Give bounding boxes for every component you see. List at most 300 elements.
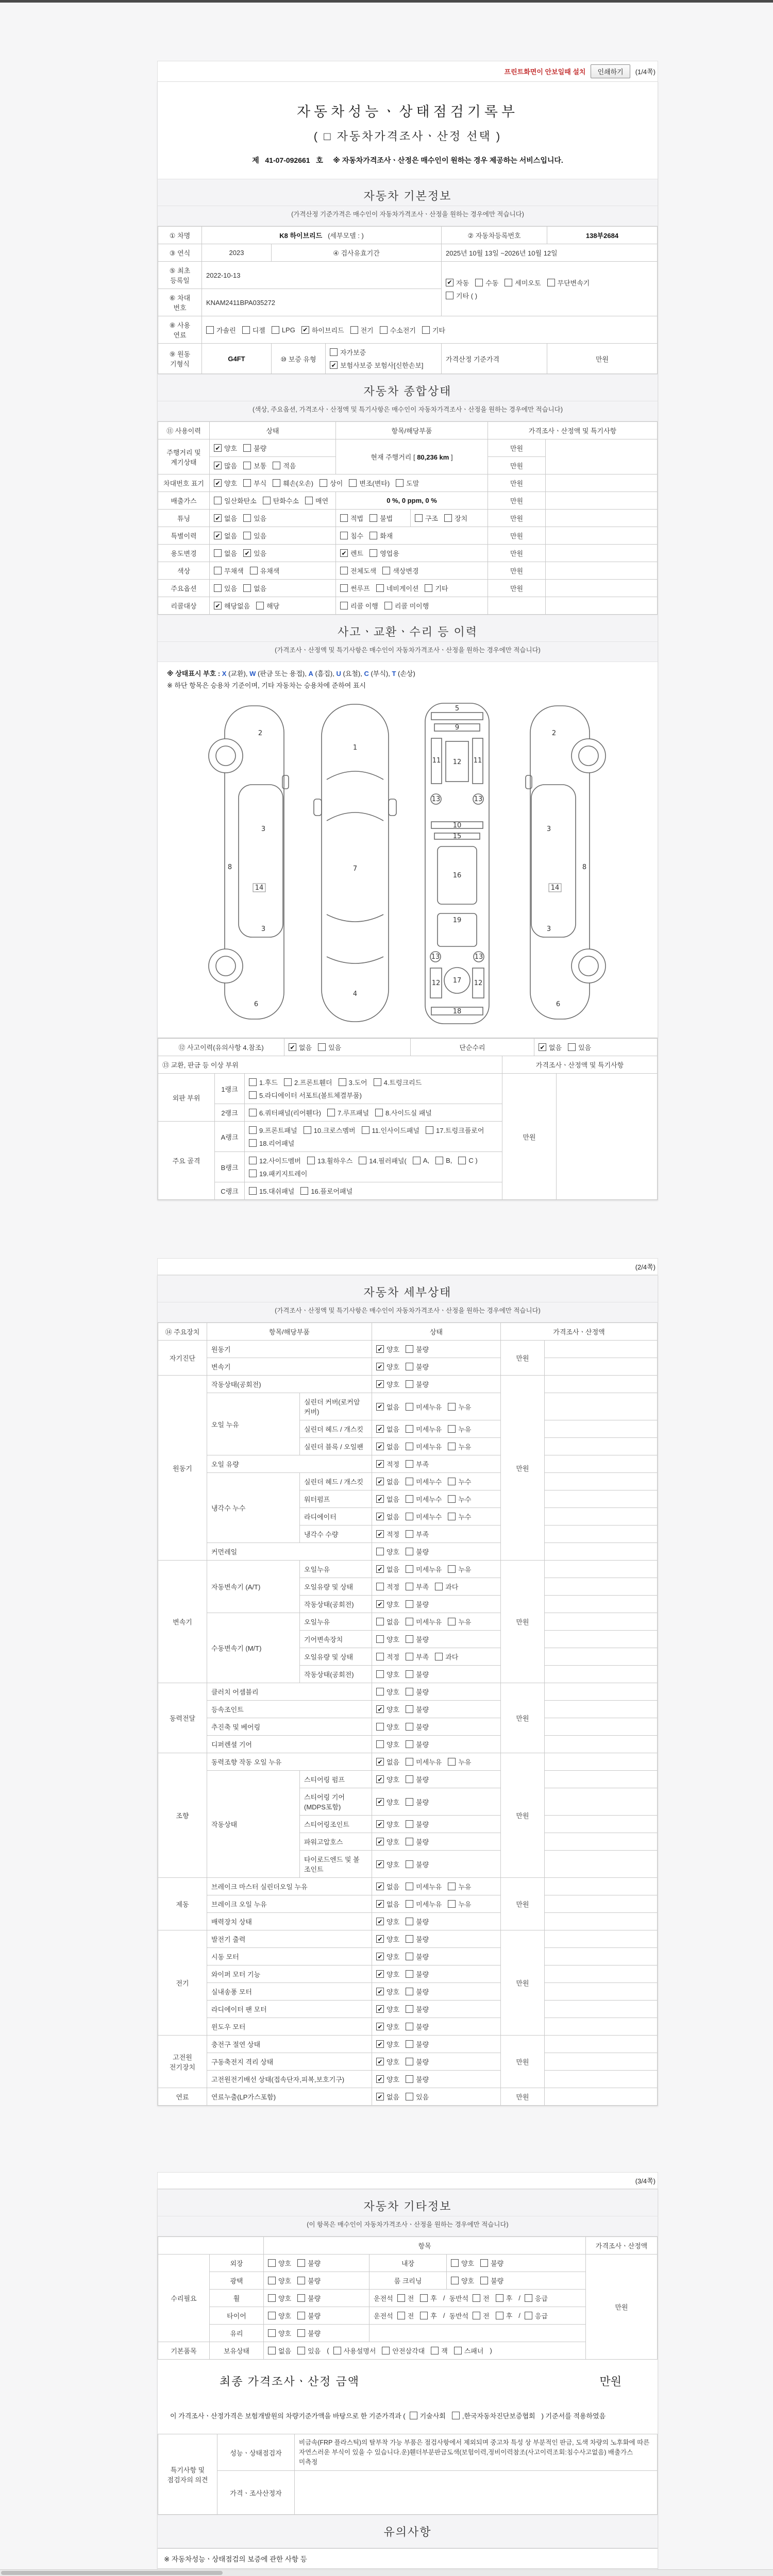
checkbox-icon[interactable] [243, 444, 251, 452]
checkbox-가솔린[interactable]: 가솔린 [206, 325, 236, 335]
checkbox-icon[interactable] [249, 1157, 257, 1164]
checkbox-icon[interactable] [376, 1600, 384, 1608]
checkbox-전체도색[interactable]: 전체도색 [340, 566, 376, 575]
checkbox-icon[interactable] [406, 1838, 413, 1845]
checkbox-미세누유[interactable]: 미세누유 [406, 1402, 442, 1412]
checkbox-11.인사이드패널[interactable]: 11.인사이드패널 [362, 1125, 419, 1135]
checkbox-리콜 이행[interactable]: 리콜 이행 [340, 601, 378, 611]
checkbox-불량[interactable]: 불량 [406, 1704, 429, 1714]
checkbox-전[interactable]: 전 [473, 2311, 490, 2320]
checkbox-적정[interactable]: ✔ 적정 [376, 1459, 399, 1469]
checkbox-icon[interactable] [406, 2023, 413, 2030]
checkbox-icon[interactable] [406, 1688, 413, 1696]
checkbox-5.라디에이터 서포트(볼트체결부품)[interactable]: 5.라디에이터 서포트(볼트체결부품) [249, 1090, 362, 1100]
checkbox-보험사보증 보험사[신한손보][interactable]: ✔ 보험사보증 보험사[신한손보] [330, 360, 424, 370]
checkbox-불량[interactable]: 불량 [480, 2276, 503, 2285]
checkbox-icon[interactable] [480, 2259, 488, 2267]
checkbox-icon[interactable] [376, 1380, 384, 1388]
checkbox-누유[interactable]: 누유 [448, 1402, 471, 1412]
checkbox-icon[interactable] [214, 479, 222, 487]
checkbox-icon[interactable] [376, 1635, 384, 1643]
checkbox-icon[interactable] [340, 549, 348, 557]
checkbox-icon[interactable] [415, 514, 423, 522]
checkbox-icon[interactable] [376, 1740, 384, 1748]
checkbox-불량[interactable]: 불량 [406, 1917, 429, 1926]
checkbox-누유[interactable]: 누유 [448, 1899, 471, 1909]
checkbox-icon[interactable] [406, 1495, 413, 1503]
checkbox-icon[interactable] [376, 1820, 384, 1828]
checkbox-2.프론트휀더[interactable]: 2.프론트휀더 [284, 1077, 332, 1087]
checkbox-icon[interactable] [376, 1798, 384, 1806]
checkbox-icon[interactable] [376, 1883, 384, 1890]
checkbox-LPG[interactable]: LPG [272, 326, 295, 334]
checkbox-양호[interactable]: ✔ 양호 [376, 1859, 399, 1869]
checkbox-icon[interactable] [444, 514, 452, 522]
checkbox-icon[interactable] [340, 602, 348, 609]
checkbox-icon[interactable] [263, 497, 271, 504]
checkbox-icon[interactable] [376, 1953, 384, 1960]
checkbox-양호[interactable]: ✔ 양호 [376, 1917, 399, 1926]
checkbox-17.트렁크플로어[interactable]: 17.트렁크플로어 [426, 1125, 484, 1135]
checkbox-icon[interactable] [396, 479, 404, 487]
checkbox-icon[interactable] [376, 1988, 384, 1995]
checkbox-불량[interactable]: 불량 [406, 2057, 429, 2066]
checkbox-있음[interactable]: 있음 [214, 583, 237, 593]
checkbox-리콜 미이행[interactable]: 리콜 미이행 [384, 601, 429, 611]
checkbox-icon[interactable] [307, 1157, 315, 1164]
checkbox-icon[interactable] [406, 1618, 413, 1625]
checkbox-icon[interactable] [406, 1345, 413, 1353]
checkbox-양호[interactable]: 양호 [268, 2276, 291, 2285]
checkbox-1.후드[interactable]: 1.후드 [249, 1077, 278, 1087]
checkbox-icon[interactable] [273, 462, 280, 469]
checkbox-있음[interactable]: 있음 [243, 531, 266, 540]
checkbox-불량[interactable]: 불량 [297, 2311, 321, 2320]
checkbox-icon[interactable] [268, 2259, 276, 2267]
checkbox-icon[interactable] [406, 2075, 413, 2083]
checkbox-양호[interactable]: ✔ 양호 [376, 1344, 399, 1354]
checkbox-전[interactable]: 전 [473, 2293, 490, 2303]
checkbox-양호[interactable]: ✔ 양호 [376, 1797, 399, 1807]
checkbox-icon[interactable] [406, 1723, 413, 1731]
checkbox-없음[interactable]: ✔ 없음 [376, 1882, 399, 1891]
checkbox-해당없음[interactable]: ✔ 해당없음 [214, 601, 250, 611]
checkbox-양호[interactable]: ✔ 양호 [214, 478, 237, 488]
checkbox-기타 ( )[interactable]: 기타 ( ) [446, 291, 477, 300]
checkbox-없음[interactable]: ✔ 없음 [376, 1402, 399, 1412]
checkbox-icon[interactable] [446, 279, 453, 286]
checkbox-icon[interactable] [376, 2023, 384, 2030]
checkbox-icon[interactable] [320, 479, 327, 487]
checkbox-불량[interactable]: 불량 [243, 443, 266, 453]
checkbox-불량[interactable]: 불량 [406, 1722, 429, 1732]
checkbox-미세누유[interactable]: 미세누유 [406, 1564, 442, 1574]
checkbox-불량[interactable]: 불량 [406, 1952, 429, 1961]
checkbox-무채색[interactable]: 무채색 [214, 566, 244, 575]
checkbox-스패너[interactable]: 스패너 [454, 2346, 484, 2355]
checkbox-양호[interactable]: 양호 [376, 1669, 399, 1679]
checkbox-불량[interactable]: 불량 [406, 2022, 429, 2031]
checkbox-누유[interactable]: 누유 [448, 1617, 471, 1626]
checkbox-불량[interactable]: 불량 [406, 1599, 429, 1609]
checkbox-icon[interactable] [435, 1157, 443, 1164]
checkbox-많음[interactable]: ✔ 많음 [214, 461, 237, 470]
checkbox-없음[interactable]: 없음 [268, 2346, 291, 2355]
checkbox-icon[interactable] [376, 1345, 384, 1353]
checkbox-icon[interactable] [505, 279, 512, 286]
checkbox-네비게이션[interactable]: 네비게이션 [376, 583, 419, 593]
checkbox-icon[interactable] [376, 1723, 384, 1731]
checkbox-없음[interactable]: 없음 [376, 1617, 399, 1626]
checkbox-icon[interactable] [376, 1618, 384, 1625]
checkbox-없음[interactable]: ✔ 없음 [376, 1564, 399, 1574]
checkbox-수동[interactable]: 수동 [475, 278, 498, 287]
checkbox-장치[interactable]: 장치 [444, 513, 467, 523]
checkbox-미세누유[interactable]: 미세누유 [406, 1424, 442, 1434]
checkbox-후[interactable]: 후 [496, 2311, 513, 2320]
checkbox-C )[interactable]: C ) [458, 1157, 477, 1164]
checkbox-불량[interactable]: 불량 [406, 1987, 429, 1996]
checkbox-icon[interactable] [448, 1495, 456, 1503]
checkbox-icon[interactable] [305, 497, 313, 504]
checkbox-전[interactable]: 전 [397, 2293, 414, 2303]
checkbox-icon[interactable] [330, 348, 338, 356]
checkbox-자가보증[interactable]: 자가보증 [330, 347, 366, 357]
checkbox-icon[interactable] [496, 2294, 503, 2302]
checkbox-적정[interactable]: 적정 [376, 1582, 399, 1591]
checkbox-icon[interactable] [297, 2312, 305, 2319]
checkbox-icon[interactable] [214, 602, 222, 609]
checkbox-icon[interactable] [406, 1740, 413, 1748]
checkbox-불량[interactable]: 불량 [406, 1739, 429, 1749]
checkbox-기타[interactable]: 기타 [425, 583, 448, 593]
checkbox-불법[interactable]: 불법 [369, 513, 393, 523]
checkbox-양호[interactable]: ✔ 양호 [376, 2022, 399, 2031]
checkbox-icon[interactable] [425, 584, 432, 592]
checkbox-icon[interactable] [376, 1838, 384, 1845]
checkbox-icon[interactable] [406, 1460, 413, 1468]
checkbox-icon[interactable] [243, 514, 251, 522]
checkbox-누유[interactable]: 누유 [448, 1442, 471, 1451]
checkbox-14.필러패널([interactable]: 14.필러패널( [359, 1156, 407, 1165]
horizontal-scrollbar[interactable] [0, 2569, 773, 2576]
checkbox-icon[interactable] [406, 1918, 413, 1925]
checkbox-icon[interactable] [568, 1043, 576, 1051]
checkbox-icon[interactable] [327, 1109, 335, 1116]
checkbox-icon[interactable] [249, 1139, 257, 1147]
checkbox-icon[interactable] [249, 1109, 257, 1116]
checkbox-양호[interactable]: 양호 [268, 2311, 291, 2320]
checkbox-icon[interactable] [249, 1091, 257, 1099]
checkbox-icon[interactable] [406, 2040, 413, 2048]
checkbox-icon[interactable] [369, 549, 377, 557]
checkbox-icon[interactable] [362, 1126, 369, 1134]
checkbox-누수[interactable]: 누수 [448, 1494, 471, 1504]
checkbox-양호[interactable]: ✔ 양호 [376, 1934, 399, 1944]
checkbox-icon[interactable] [406, 1403, 413, 1411]
checkbox-icon[interactable] [304, 1126, 311, 1134]
checkbox-icon[interactable] [480, 2277, 488, 2284]
checkbox-icon[interactable] [340, 514, 348, 522]
checkbox-세미오토[interactable]: 세미오토 [505, 278, 541, 287]
checkbox-없음[interactable]: ✔ 없음 [376, 1477, 399, 1486]
checkbox-영업용[interactable]: 영업용 [369, 548, 399, 558]
checkbox-icon[interactable] [458, 1157, 466, 1164]
checkbox-icon[interactable] [397, 2294, 405, 2302]
checkbox-응급[interactable]: 응급 [525, 2311, 548, 2320]
checkbox-icon[interactable] [376, 1705, 384, 1713]
checkbox-icon[interactable] [301, 326, 309, 334]
checkbox-수소전기[interactable]: 수소전기 [380, 325, 416, 335]
checkbox-icon[interactable] [397, 2312, 405, 2319]
checkbox-icon[interactable] [406, 2093, 413, 2100]
checkbox-icon[interactable] [250, 567, 258, 574]
checkbox-icon[interactable] [406, 1988, 413, 1995]
checkbox-불량[interactable]: 불량 [406, 1934, 429, 1944]
checkbox-불량[interactable]: 불량 [406, 2039, 429, 2049]
checkbox-4.트렁크리드[interactable]: 4.트렁크리드 [374, 1077, 422, 1087]
checkbox-icon[interactable] [382, 2347, 390, 2354]
checkbox-icon[interactable] [376, 1425, 384, 1433]
checkbox-후[interactable]: 후 [420, 2311, 437, 2320]
checkbox-양호[interactable]: ✔ 양호 [376, 1379, 399, 1389]
checkbox-18.리어패널[interactable]: 18.리어패널 [249, 1138, 294, 1148]
checkbox-적법[interactable]: 적법 [340, 513, 363, 523]
checkbox-icon[interactable] [376, 1670, 384, 1678]
checkbox-양호[interactable]: ✔ 양호 [376, 1952, 399, 1961]
checkbox-icon[interactable] [406, 1900, 413, 1908]
checkbox-미세누수[interactable]: 미세누수 [406, 1477, 442, 1486]
checkbox-icon[interactable] [256, 602, 264, 609]
checkbox-응급[interactable]: 응급 [525, 2293, 548, 2303]
checkbox-icon[interactable] [376, 2040, 384, 2048]
checkbox-icon[interactable] [214, 444, 222, 452]
checkbox-icon[interactable] [214, 497, 222, 504]
checkbox-16.플로어패널[interactable]: 16.플로어패널 [300, 1186, 352, 1196]
checkbox-불량[interactable]: 불량 [406, 1837, 429, 1846]
checkbox-양호[interactable]: ✔ 양호 [376, 1362, 399, 1371]
checkbox-icon[interactable] [300, 1187, 308, 1195]
checkbox-icon[interactable] [406, 1443, 413, 1450]
checkbox-자동[interactable]: ✔ 자동 [446, 278, 469, 287]
checkbox-icon[interactable] [243, 462, 251, 469]
checkbox-양호[interactable]: ✔ 양호 [376, 2057, 399, 2066]
checkbox-icon[interactable] [249, 1170, 257, 1177]
checkbox-icon[interactable] [376, 1548, 384, 1555]
checkbox-양호[interactable]: ✔ 양호 [376, 2074, 399, 2084]
checkbox-icon[interactable] [406, 2005, 413, 2013]
checkbox-icon[interactable] [376, 1363, 384, 1370]
checkbox-부족[interactable]: 부족 [406, 1459, 429, 1469]
checkbox-불량[interactable]: 불량 [297, 2328, 321, 2338]
checkbox-양호[interactable]: ✔ 양호 [376, 1774, 399, 1784]
checkbox-누유[interactable]: 누유 [448, 1757, 471, 1767]
checkbox-후[interactable]: 후 [496, 2293, 513, 2303]
checkbox-icon[interactable] [451, 2259, 459, 2267]
checkbox-디젤[interactable]: 디젤 [242, 325, 265, 335]
checkbox-없음[interactable]: ✔ 없음 [376, 1757, 399, 1767]
checkbox-기술사회[interactable]: 기술사회 [410, 2411, 446, 2420]
checkbox-icon[interactable] [406, 1653, 413, 1660]
checkbox-과다[interactable]: 과다 [435, 1652, 458, 1662]
checkbox-B,[interactable]: B, [435, 1157, 452, 1164]
checkbox-icon[interactable] [369, 514, 377, 522]
checkbox-icon[interactable] [350, 326, 358, 334]
checkbox-렌트[interactable]: ✔ 렌트 [340, 548, 363, 558]
checkbox-icon[interactable] [297, 2347, 305, 2354]
checkbox-icon[interactable] [374, 1078, 381, 1086]
checkbox-양호[interactable]: ✔ 양호 [376, 1819, 399, 1829]
checkbox-icon[interactable] [268, 2294, 276, 2302]
checkbox-구조[interactable]: 구조 [415, 513, 438, 523]
checkbox-icon[interactable] [380, 326, 388, 334]
checkbox-양호[interactable]: 양호 [376, 1634, 399, 1644]
checkbox-불량[interactable]: 불량 [406, 2004, 429, 2014]
checkbox-icon[interactable] [451, 2277, 459, 2284]
checkbox-icon[interactable] [435, 1653, 443, 1660]
checkbox-유채색[interactable]: 유채색 [250, 566, 280, 575]
checkbox-부식[interactable]: 부식 [243, 478, 266, 488]
scrollbar-thumb[interactable] [1, 2571, 223, 2575]
checkbox-사용설명서[interactable]: 사용설명서 [333, 2346, 376, 2355]
checkbox-썬루프[interactable]: 썬루프 [340, 583, 370, 593]
checkbox-icon[interactable] [376, 1935, 384, 1943]
checkbox-미세누유[interactable]: 미세누유 [406, 1617, 442, 1626]
checkbox-icon[interactable] [406, 1953, 413, 1960]
checkbox-icon[interactable] [214, 532, 222, 539]
checkbox-icon[interactable] [406, 1758, 413, 1766]
checkbox-양호[interactable]: 양호 [268, 2258, 291, 2268]
checkbox-하이브리드[interactable]: ✔ 하이브리드 [301, 325, 344, 335]
checkbox-없음[interactable]: 없음 [214, 548, 237, 558]
checkbox-icon[interactable] [473, 2312, 480, 2319]
checkbox-있음[interactable]: 있음 [318, 1042, 341, 1052]
checkbox-icon[interactable] [376, 1443, 384, 1450]
checkbox-후[interactable]: 후 [420, 2293, 437, 2303]
checkbox-10.크로스멤버[interactable]: 10.크로스멤버 [304, 1125, 356, 1135]
checkbox-양호[interactable]: ✔ 양호 [376, 1987, 399, 1996]
checkbox-색상변경[interactable]: 색상변경 [382, 566, 418, 575]
checkbox-양호[interactable]: ✔ 양호 [376, 1969, 399, 1979]
checkbox-불량[interactable]: 불량 [406, 1669, 429, 1679]
checkbox-icon[interactable] [376, 1653, 384, 1660]
checkbox-icon[interactable] [376, 1530, 384, 1538]
checkbox-icon[interactable] [448, 1565, 456, 1573]
checkbox-icon[interactable] [376, 1478, 384, 1485]
checkbox-icon[interactable] [435, 1583, 443, 1590]
checkbox-불량[interactable]: 불량 [480, 2258, 503, 2268]
checkbox-해당[interactable]: 해당 [256, 601, 279, 611]
checkbox-icon[interactable] [333, 2347, 341, 2354]
checkbox-icon[interactable] [206, 326, 214, 334]
checkbox-icon[interactable] [272, 326, 279, 334]
checkbox-탄화수소[interactable]: 탄화수소 [263, 496, 299, 505]
checkbox-양호[interactable]: ✔ 양호 [376, 2004, 399, 2014]
checkbox-icon[interactable] [475, 279, 483, 286]
checkbox-15.대쉬패널[interactable]: 15.대쉬패널 [249, 1186, 294, 1196]
checkbox-icon[interactable] [448, 1618, 456, 1625]
checkbox-불량[interactable]: 불량 [406, 1774, 429, 1784]
checkbox-icon[interactable] [406, 1883, 413, 1890]
checkbox-icon[interactable] [376, 1565, 384, 1573]
checkbox-icon[interactable] [420, 2294, 428, 2302]
checkbox-양호[interactable]: 양호 [451, 2258, 474, 2268]
checkbox-누수[interactable]: 누수 [448, 1477, 471, 1486]
checkbox-icon[interactable] [242, 326, 250, 334]
checkbox-적정[interactable]: ✔ 적정 [376, 1529, 399, 1539]
checkbox-icon[interactable] [406, 1820, 413, 1828]
checkbox-6.쿼터패널(리어휀다)[interactable]: 6.쿼터패널(리어휀다) [249, 1108, 321, 1117]
checkbox-icon[interactable] [268, 2347, 276, 2354]
checkbox-icon[interactable] [376, 2058, 384, 2065]
checkbox-미세누수[interactable]: 미세누수 [406, 1512, 442, 1521]
checkbox-누유[interactable]: 누유 [448, 1882, 471, 1891]
checkbox-없음[interactable]: ✔ 없음 [376, 2092, 399, 2102]
checkbox-icon[interactable] [376, 1583, 384, 1590]
checkbox-없음[interactable]: ✔ 없음 [376, 1494, 399, 1504]
checkbox-icon[interactable] [289, 1043, 296, 1051]
checkbox-icon[interactable] [268, 2277, 276, 2284]
checkbox-icon[interactable] [376, 1758, 384, 1766]
checkbox-icon[interactable] [406, 1425, 413, 1433]
checkbox-양호[interactable]: ✔ 양호 [376, 2039, 399, 2049]
checkbox-양호[interactable]: 양호 [376, 1687, 399, 1697]
checkbox-icon[interactable] [376, 1513, 384, 1520]
checkbox-과다[interactable]: 과다 [435, 1582, 458, 1591]
checkbox-icon[interactable] [454, 2347, 462, 2354]
checkbox-불량[interactable]: 불량 [406, 1634, 429, 1644]
checkbox-잭[interactable]: 잭 [431, 2346, 448, 2355]
checkbox-icon[interactable] [547, 279, 555, 286]
checkbox-icon[interactable] [406, 1860, 413, 1868]
checkbox-icon[interactable] [448, 1425, 456, 1433]
checkbox-icon[interactable] [375, 1109, 383, 1116]
checkbox-icon[interactable] [297, 2329, 305, 2337]
checkbox-icon[interactable] [406, 1775, 413, 1783]
checkbox-icon[interactable] [297, 2259, 305, 2267]
checkbox-A,[interactable]: A, [413, 1157, 429, 1164]
checkbox-icon[interactable] [410, 2412, 417, 2419]
checkbox-미세누유[interactable]: 미세누유 [406, 1442, 442, 1451]
checkbox-미세누유[interactable]: 미세누유 [406, 1757, 442, 1767]
checkbox-icon[interactable] [406, 1600, 413, 1608]
checkbox-icon[interactable] [376, 1460, 384, 1468]
checkbox-icon[interactable] [340, 584, 348, 592]
checkbox-icon[interactable] [452, 2412, 460, 2419]
checkbox-icon[interactable] [318, 1043, 326, 1051]
checkbox-침수[interactable]: 침수 [340, 531, 363, 540]
checkbox-불량[interactable]: 불량 [406, 1859, 429, 1869]
checkbox-양호[interactable]: 양호 [376, 1547, 399, 1556]
checkbox-매연[interactable]: 매연 [305, 496, 328, 505]
checkbox-icon[interactable] [406, 1635, 413, 1643]
checkbox-기타[interactable]: 기타 [422, 325, 445, 335]
checkbox-부족[interactable]: 부족 [406, 1582, 429, 1591]
checkbox-icon[interactable] [496, 2312, 503, 2319]
checkbox-누유[interactable]: 누유 [448, 1564, 471, 1574]
checkbox-icon[interactable] [376, 1775, 384, 1783]
checkbox-일산화탄소[interactable]: 일산화탄소 [214, 496, 257, 505]
checkbox-icon[interactable] [406, 1478, 413, 1485]
checkbox-icon[interactable] [406, 1970, 413, 1978]
checkbox-훼손(오손)[interactable]: 훼손(오손) [273, 478, 313, 488]
checkbox-icon[interactable] [349, 479, 357, 487]
checkbox-양호[interactable]: ✔ 양호 [376, 1599, 399, 1609]
checkbox-icon[interactable] [243, 584, 251, 592]
checkbox-icon[interactable] [539, 1043, 546, 1051]
checkbox-불량[interactable]: 불량 [406, 1797, 429, 1807]
checkbox-icon[interactable] [297, 2294, 305, 2302]
